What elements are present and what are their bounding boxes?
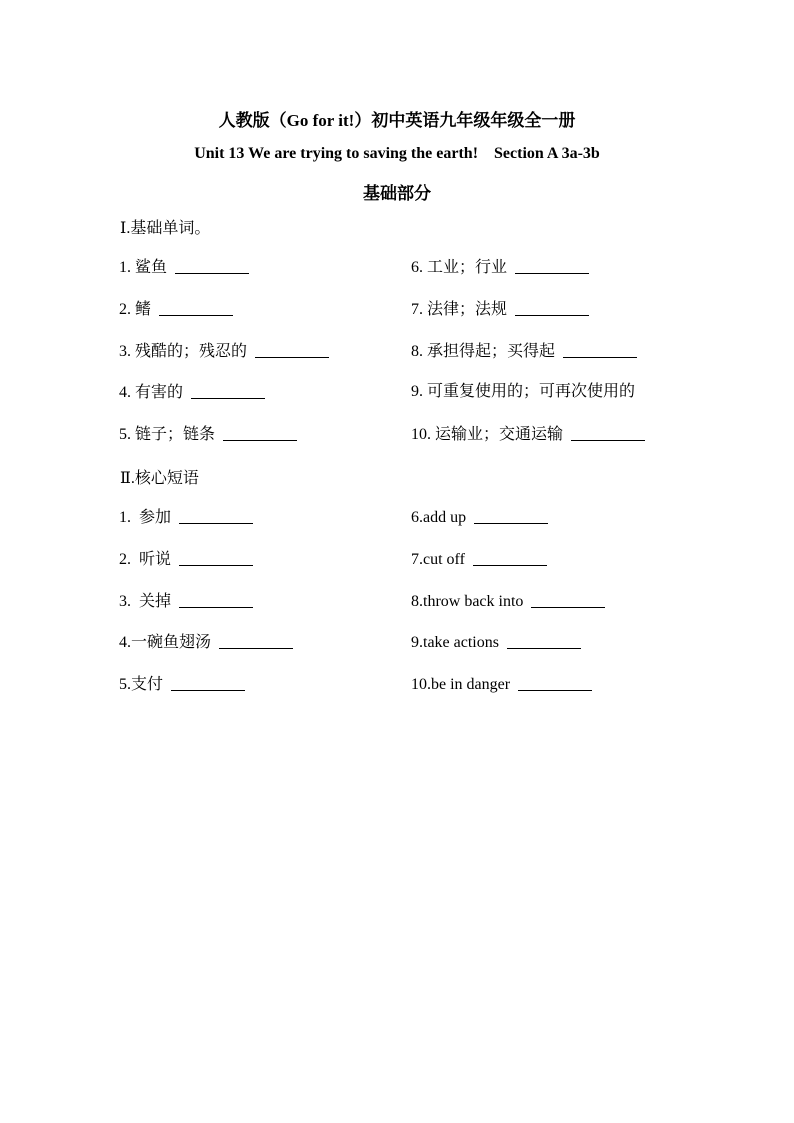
word-item-7: 7. 法律；法规 xyxy=(411,299,589,320)
word-item-9: 9. 可重复使用的；可再次使用的 xyxy=(411,383,636,400)
answer-blank xyxy=(473,549,547,566)
answer-blank xyxy=(474,507,548,524)
phrase-item-2: 2. 听说 xyxy=(119,549,253,570)
section-heading-words: Ⅰ.基础单词。 xyxy=(120,220,211,237)
word-item-1: 1. 鲨鱼 xyxy=(119,257,249,278)
answer-blank xyxy=(175,257,249,274)
word-item-8: 8. 承担得起；买得起 xyxy=(411,341,637,362)
answer-blank xyxy=(518,674,592,691)
answer-blank xyxy=(179,507,253,524)
phrase-item-10: 10.be in danger xyxy=(411,674,592,695)
word-item-6: 6. 工业；行业 xyxy=(411,257,589,278)
phrase-item-9: 9.take actions xyxy=(411,632,581,653)
answer-blank xyxy=(571,424,645,441)
answer-blank xyxy=(219,632,293,649)
document-title: 人教版（Go for it!）初中英语九年级年级全一册 xyxy=(218,111,576,130)
answer-blank xyxy=(223,424,297,441)
phrase-item-6: 6.add up xyxy=(411,507,548,528)
unit-subtitle: Unit 13 We are trying to saving the earth! Section A 3a-3b xyxy=(194,145,600,162)
word-item-2: 2. 鳍 xyxy=(119,299,233,320)
part-heading: 基础部分 xyxy=(363,184,431,203)
word-item-10: 10. 运输业；交通运输 xyxy=(411,424,645,445)
answer-blank xyxy=(159,299,233,316)
phrase-item-7: 7.cut off xyxy=(411,549,547,570)
answer-blank xyxy=(531,591,605,608)
word-item-5: 5. 链子；链条 xyxy=(119,424,297,445)
answer-blank xyxy=(515,299,589,316)
phrase-item-4: 4.一碗鱼翅汤 xyxy=(119,632,293,653)
answer-blank xyxy=(255,341,329,358)
word-item-3: 3. 残酷的；残忍的 xyxy=(119,341,329,362)
section-heading-phrases: Ⅱ.核心短语 xyxy=(120,470,199,487)
word-item-4: 4. 有害的 xyxy=(119,382,265,403)
answer-blank xyxy=(507,632,581,649)
answer-blank xyxy=(179,549,253,566)
answer-blank xyxy=(515,257,589,274)
answer-blank xyxy=(171,674,245,691)
phrase-item-8: 8.throw back into xyxy=(411,591,605,612)
phrase-item-1: 1. 参加 xyxy=(119,507,253,528)
answer-blank xyxy=(191,382,265,399)
answer-blank xyxy=(563,341,637,358)
phrase-item-5: 5.支付 xyxy=(119,674,245,695)
answer-blank xyxy=(179,591,253,608)
phrase-item-3: 3. 关掉 xyxy=(119,591,253,612)
